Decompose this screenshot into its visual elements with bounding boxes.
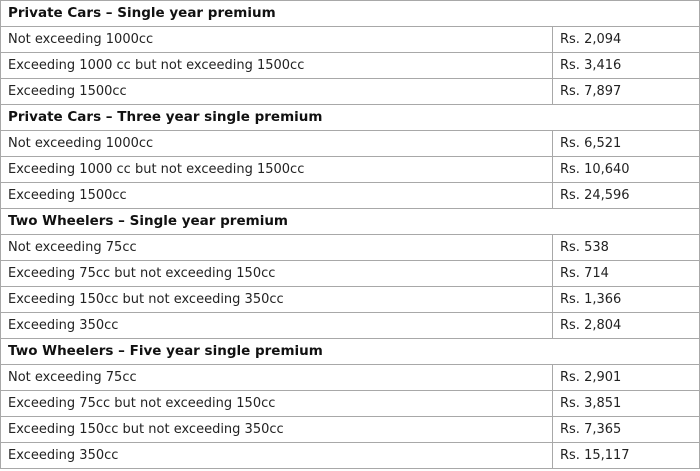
row-amount: Rs. 2,094 — [553, 27, 700, 53]
row-amount: Rs. 7,365 — [553, 417, 700, 443]
row-amount: Rs. 6,521 — [553, 131, 700, 157]
section-header-private-cars-single-year — [1, 1, 700, 27]
row-label: Exceeding 1000 cc but not exceeding 1500cc — [1, 53, 553, 79]
row-label: Not exceeding 75cc — [1, 235, 553, 261]
row-amount: Rs. 2,901 — [553, 365, 700, 391]
row-amount: Rs. 15,117 — [553, 443, 700, 469]
table-row — [1, 157, 700, 183]
table-row — [1, 287, 700, 313]
row-label: Exceeding 75cc but not exceeding 150cc — [1, 261, 553, 287]
table-row — [1, 391, 700, 417]
row-label: Exceeding 350cc — [1, 443, 553, 469]
row-label: Not exceeding 1000cc — [1, 131, 553, 157]
row-amount: Rs. 2,804 — [553, 313, 700, 339]
row-amount: Rs. 538 — [553, 235, 700, 261]
row-label: Exceeding 150cc but not exceeding 350cc — [1, 417, 553, 443]
table-row — [1, 79, 700, 105]
row-label: Exceeding 1500cc — [1, 183, 553, 209]
row-label: Exceeding 350cc — [1, 313, 553, 339]
section-header-private-cars-three-year — [1, 105, 700, 131]
row-amount: Rs. 714 — [553, 261, 700, 287]
section-header-two-wheelers-five-year — [1, 339, 700, 365]
row-label: Not exceeding 75cc — [1, 365, 553, 391]
section-title: Private Cars – Single year premium — [1, 1, 700, 27]
table-row — [1, 417, 700, 443]
row-amount: Rs. 7,897 — [553, 79, 700, 105]
table-row — [1, 313, 700, 339]
section-title: Two Wheelers – Single year premium — [1, 209, 700, 235]
section-header-two-wheelers-single-year — [1, 209, 700, 235]
table-row — [1, 183, 700, 209]
row-label: Exceeding 150cc but not exceeding 350cc — [1, 287, 553, 313]
table-row — [1, 365, 700, 391]
table-row — [1, 131, 700, 157]
row-amount: Rs. 10,640 — [553, 157, 700, 183]
table-row — [1, 443, 700, 469]
row-amount: Rs. 24,596 — [553, 183, 700, 209]
row-label: Exceeding 75cc but not exceeding 150cc — [1, 391, 553, 417]
table-row — [1, 261, 700, 287]
table-row — [1, 53, 700, 79]
section-title: Private Cars – Three year single premium — [1, 105, 700, 131]
section-title: Two Wheelers – Five year single premium — [1, 339, 700, 365]
row-label: Exceeding 1000 cc but not exceeding 1500cc — [1, 157, 553, 183]
row-amount: Rs. 3,416 — [553, 53, 700, 79]
premium-table-body — [1, 1, 700, 469]
row-label: Not exceeding 1000cc — [1, 27, 553, 53]
row-amount: Rs. 3,851 — [553, 391, 700, 417]
table-row — [1, 235, 700, 261]
row-amount: Rs. 1,366 — [553, 287, 700, 313]
row-label: Exceeding 1500cc — [1, 79, 553, 105]
table-row — [1, 27, 700, 53]
